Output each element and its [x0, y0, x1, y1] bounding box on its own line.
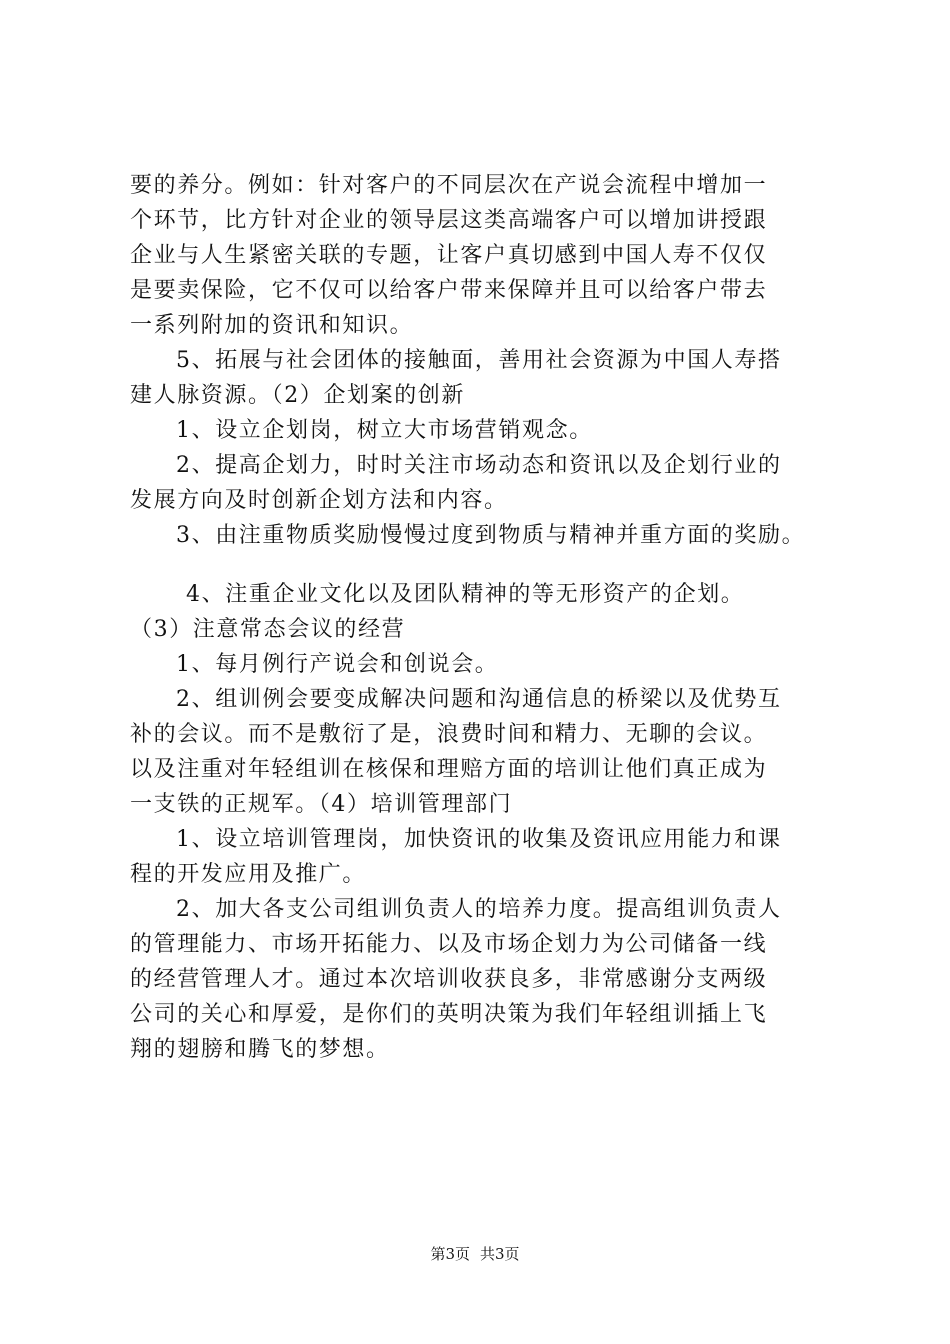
text-line: 企业与人生紧密关联的专题，让客户真切感到中国人寿不仅仅 — [130, 243, 768, 268]
page-footer — [0, 1244, 950, 1264]
text-line: 是要卖保险，它不仅可以给客户带来保障并且可以给客户带去 — [130, 278, 768, 303]
page-total: 共3页 — [480, 1245, 520, 1263]
text-line: 程的开发应用及推广。 — [130, 862, 367, 887]
text-line: 要的养分。例如：针对客户的不同层次在产说会流程中增加一 — [130, 173, 768, 198]
page-number: 第3页 — [430, 1245, 470, 1263]
text-line: 1、每月例行产说会和创说会。 — [176, 652, 499, 677]
text-line: 个环节，比方针对企业的领导层这类高端客户可以增加讲授跟 — [130, 208, 768, 233]
text-line: 翔的翅膀和腾飞的梦想。 — [130, 1037, 390, 1062]
text-line: 2、组训例会要变成解决问题和沟通信息的桥梁以及优势互 — [176, 687, 782, 712]
text-line: 1、设立企划岗，树立大市场营销观念。 — [176, 418, 593, 443]
text-line: 4、注重企业文化以及团队精神的等无形资产的企划。 — [186, 582, 745, 607]
text-line: 公司的关心和厚爱，是你们的英明决策为我们年轻组训插上飞 — [130, 1002, 768, 1027]
text-line: 的管理能力、市场开拓能力、以及市场企划力为公司储备一线 — [130, 932, 768, 957]
text-line: （3）注意常态会议的经营 — [130, 617, 406, 642]
text-line: 5、拓展与社会团体的接触面，善用社会资源为中国人寿搭 — [176, 348, 782, 373]
text-line: 补的会议。而不是敷衍了是，浪费时间和精力、无聊的会议。 — [130, 722, 768, 747]
text-line: 的经营管理人才。通过本次培训收获良多，非常感谢分支两级 — [130, 967, 768, 992]
text-line: 建人脉资源。（2）企划案的创新 — [130, 383, 465, 408]
document-body — [130, 168, 850, 1067]
text-line: 发展方向及时创新企划方法和内容。 — [130, 488, 508, 513]
text-line: 一系列附加的资讯和知识。 — [130, 313, 414, 338]
text-line: 一支铁的正规军。（4）培训管理部门 — [130, 792, 513, 817]
text-line: 以及注重对年轻组训在核保和理赔方面的培训让他们真正成为 — [130, 757, 768, 782]
text-line: 2、提高企划力，时时关注市场动态和资讯以及企划行业的 — [176, 453, 782, 478]
text-line: 3、由注重物质奖励慢慢过度到物质与精神并重方面的奖励。 — [176, 523, 806, 548]
text-line: 1、设立培训管理岗，加快资讯的收集及资讯应用能力和课 — [176, 827, 782, 852]
text-line: 2、加大各支公司组训负责人的培养力度。提高组训负责人 — [176, 897, 782, 922]
